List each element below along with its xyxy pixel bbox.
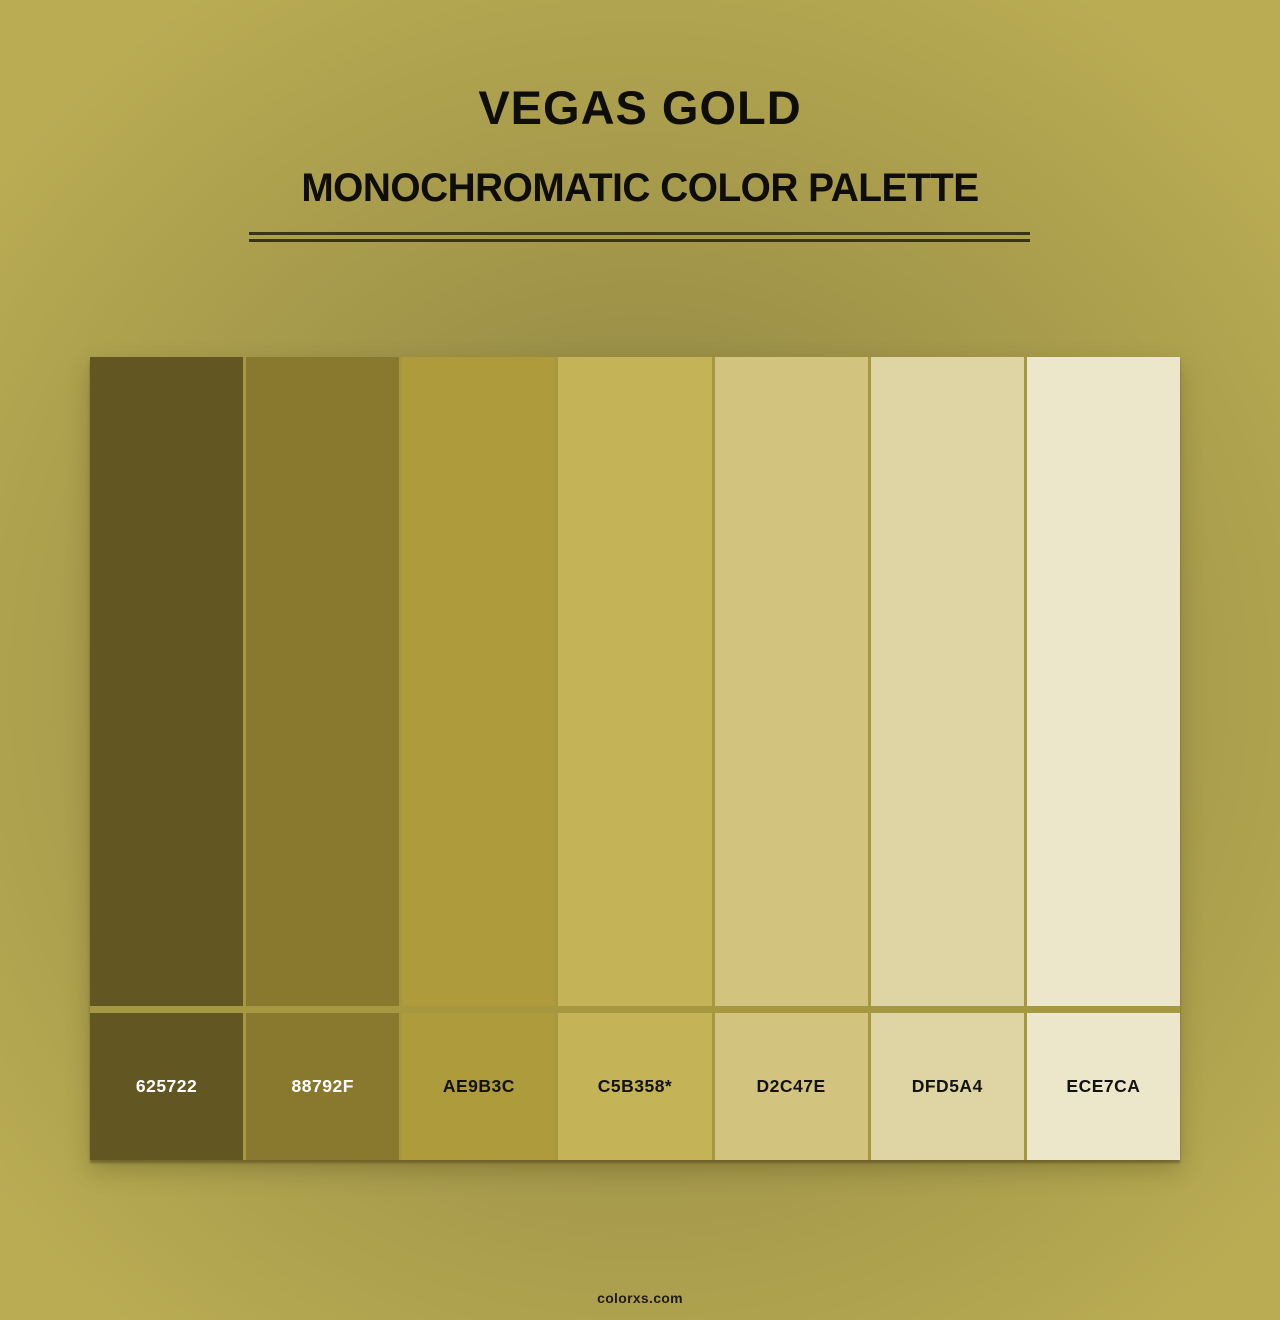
title-divider [249,232,1030,242]
swatch-label-cell [871,1013,1024,1160]
color-swatch[interactable] [558,357,711,1006]
swatch-label: C5B358* [597,1076,673,1096]
swatch-label-cell [715,1013,868,1160]
swatch-label: 625722 [135,1076,198,1096]
swatch-label: 88792F [291,1076,354,1096]
footer-site-label: colorxs.com [597,1290,683,1306]
swatch-label-cell [558,1013,711,1160]
swatch-label: D2C47E [756,1076,826,1096]
swatch-label-cell [90,1013,243,1160]
swatch-label-cell [402,1013,555,1160]
swatch-label: ECE7CA [1066,1076,1141,1096]
color-swatch[interactable] [715,357,868,1006]
swatch-label: DFD5A4 [911,1076,983,1096]
color-swatch[interactable] [246,357,399,1006]
swatch-label-cell [1027,1013,1180,1160]
palette-grid [90,357,1180,1160]
color-swatch[interactable] [871,357,1024,1006]
color-swatch[interactable] [1027,357,1180,1006]
color-swatch[interactable] [90,357,243,1006]
page-title: VEGAS GOLD [478,81,802,134]
swatch-label-cell [246,1013,399,1160]
page-subtitle: MONOCHROMATIC COLOR PALETTE [301,166,979,210]
swatch-label: AE9B3C [442,1076,515,1096]
color-swatch[interactable] [402,357,555,1006]
